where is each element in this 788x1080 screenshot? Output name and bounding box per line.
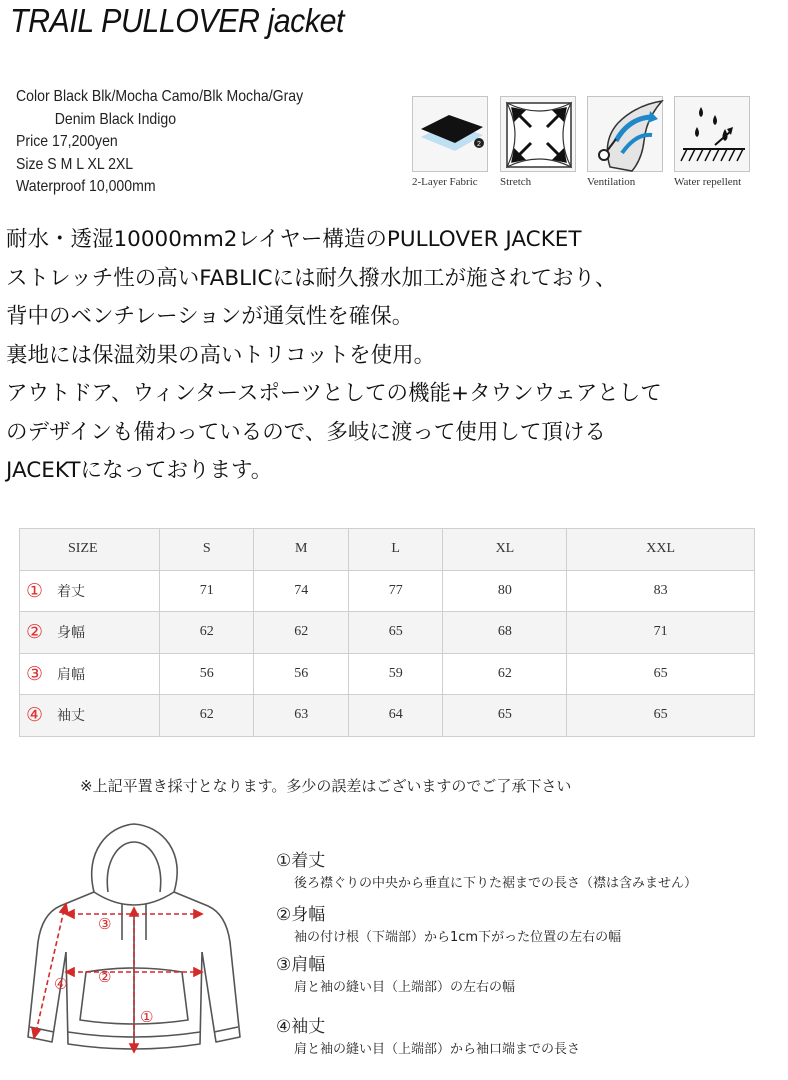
table-cell: 62: [160, 612, 254, 654]
legend-item: [276, 900, 621, 945]
legend-desc: 袖の付け根（下端部）から1cm下がった位置の左右の幅: [294, 930, 622, 945]
stretch-icon: [501, 97, 577, 173]
table-cell: 64: [348, 695, 442, 737]
legend-desc: 肩と袖の縫い目（上端部）から袖口端までの長さ: [294, 1042, 581, 1057]
feature-ventilation: [587, 96, 665, 188]
table-header-cell: XL: [443, 529, 567, 571]
row-label: 身幅: [57, 626, 86, 642]
table-cell: 71: [160, 570, 254, 612]
row-label-cell: [20, 653, 160, 695]
ventilation-icon: [588, 97, 664, 173]
spec-block: [16, 86, 303, 199]
table-cell: 83: [567, 570, 755, 612]
description-line: 背中のベンチレーションが通気性を確保。: [6, 304, 414, 329]
table-cell: 65: [443, 695, 567, 737]
table-header-cell: S: [160, 529, 254, 571]
row-label-cell: [20, 695, 160, 737]
legend-title: ③肩幅: [276, 955, 326, 975]
feature-label: Water repellent: [674, 176, 742, 188]
row-label-cell: [20, 570, 160, 612]
water-repellent-icon: [675, 97, 751, 173]
description-line: 裏地には保温効果の高いトリコットを使用。: [6, 342, 436, 368]
measurement-note: ※上記平置き採寸となります。多少の誤差はございますのでご了承下さい: [80, 777, 572, 795]
feature-two-layer: [412, 96, 490, 188]
table-cell: 62: [443, 653, 567, 695]
row-number-marker: ②: [26, 621, 44, 644]
table-cell: 62: [160, 695, 254, 737]
description-line: JACEKTになっております。: [6, 458, 273, 483]
table-cell: 80: [443, 570, 567, 612]
product-title: TRAIL PULLOVER jacket: [10, 2, 345, 39]
spec-size: Size S M L XL 2XL: [16, 155, 134, 173]
table-cell: 56: [254, 653, 348, 695]
legend-title: ②身幅: [276, 905, 326, 925]
table-cell: 62: [254, 612, 348, 654]
table-cell: 68: [443, 612, 567, 654]
svg-text:2: 2: [477, 141, 481, 148]
legend-item: [276, 1012, 580, 1057]
legend-title: ①着丈: [276, 851, 326, 871]
table-row: [20, 695, 755, 737]
row-label-cell: [20, 612, 160, 654]
legend-desc: 肩と袖の縫い目（上端部）の左右の幅: [294, 980, 516, 995]
table-cell: 65: [567, 653, 755, 695]
marker-three: ③: [98, 915, 112, 933]
description-line: アウトドア、ウィンタースポーツとしての機能+タウンウェアとして: [6, 381, 662, 406]
table-cell: 63: [254, 695, 348, 737]
feature-label: Stretch: [500, 176, 532, 188]
row-label: 袖丈: [57, 709, 86, 725]
size-table: [19, 528, 755, 737]
table-header-cell: M: [254, 529, 348, 571]
legend-title: ④袖丈: [276, 1017, 326, 1037]
feature-label: Ventilation: [587, 176, 636, 188]
table-row: [20, 570, 755, 612]
jacket-diagram: [22, 822, 252, 1072]
table-cell: 77: [348, 570, 442, 612]
row-label: 着丈: [57, 584, 86, 600]
row-number-marker: ④: [26, 704, 44, 727]
row-number-marker: ③: [26, 662, 44, 685]
marker-two: ②: [98, 968, 112, 986]
spec-color: Color Black Blk/Mocha Camo/Blk Mocha/Gray: [16, 88, 304, 105]
table-header-cell: L: [348, 529, 442, 571]
legend-item: [276, 950, 515, 995]
feature-label: 2-Layer Fabric: [412, 176, 478, 188]
legend-item: [276, 846, 697, 891]
feature-stretch: [500, 96, 578, 188]
row-label: 肩幅: [57, 667, 86, 683]
table-cell: 59: [348, 653, 442, 695]
table-header-cell: XXL: [567, 529, 755, 571]
description-line: ストレッチ性の高いFABLICには耐久撥水加工が施されており、: [6, 265, 617, 291]
table-cell: 71: [567, 612, 755, 654]
marker-four: ④: [54, 975, 68, 993]
row-number-marker: ①: [26, 579, 44, 602]
table-header-cell: SIZE: [20, 529, 160, 571]
description-line: のデザインも備わっているので、多岐に渡って使用して頂ける: [6, 419, 606, 445]
table-cell: 65: [348, 612, 442, 654]
table-row: [20, 653, 755, 695]
table-cell: 56: [160, 653, 254, 695]
table-cell: 65: [567, 695, 755, 737]
spec-waterproof: Waterproof 10,000mm: [16, 178, 156, 195]
spec-price: Price 17,200yen: [16, 133, 118, 150]
feature-icons: [412, 96, 757, 196]
description-line: 耐水・透湿10000mm2レイヤー構造のPULLOVER JACKET: [6, 227, 582, 252]
marker-one: ①: [140, 1008, 154, 1026]
spec-color-cont: Denim Black Indigo: [54, 110, 177, 128]
product-description: [6, 221, 662, 491]
legend-desc: 後ろ襟ぐりの中央から垂直に下りた裾までの長さ（襟は含みません）: [294, 876, 698, 891]
table-header-row: [20, 529, 755, 571]
table-cell: 74: [254, 570, 348, 612]
two-layer-fabric-icon: [413, 97, 489, 173]
table-row: [20, 612, 755, 654]
feature-water-repellent: [674, 96, 752, 188]
